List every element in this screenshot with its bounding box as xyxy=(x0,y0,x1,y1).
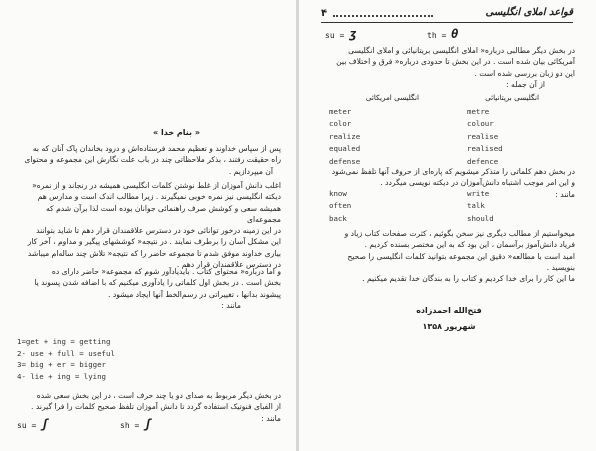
text-line: آن میپردازیم . xyxy=(228,166,273,176)
word-item: equaled xyxy=(329,144,361,154)
left-page xyxy=(0,0,296,451)
word-item: talk xyxy=(467,201,485,211)
example-item: 1=get + ing = getting xyxy=(17,337,111,346)
text-line: در بخش دیگر مربوط به صدای دو یا چند حرف است ، در این بخش سعی شده xyxy=(36,391,281,400)
word-item: back xyxy=(329,213,347,223)
example-item: 3= big + er = bigger xyxy=(17,360,106,370)
intro-paragraph xyxy=(321,45,575,90)
text-line: بیاری خداوند موفق شدم تا مجموعه حاضر را که نتیجه« تلاش چند ساله‌ام میباشد xyxy=(27,248,281,258)
text-line: ما این کار را برای خدا کردیم و کتاب را به بندگان خدا تقدیم میکنیم . xyxy=(362,274,575,284)
th-phonetic-mark: θ xyxy=(451,27,459,41)
left-paragraph-3 xyxy=(15,266,281,311)
left-paragraph-1 xyxy=(15,143,281,177)
word-item: often xyxy=(329,201,352,211)
running-title: قواعد املای انگلیسی xyxy=(485,7,573,18)
word-item: know xyxy=(329,189,347,198)
text-line: اغلب دانش آموزان از غلط نوشتن کلمات انگلیسی همیشه در رنجاند و از نمره« xyxy=(32,181,281,190)
example-list xyxy=(17,336,115,382)
signature-date: شهریور ۱۳۵۸ xyxy=(422,322,476,331)
author-name: فتح‌الله احمدزاده xyxy=(416,306,482,315)
word-item: defense xyxy=(329,156,361,166)
text-line: این دو زبان بررسی شده است . xyxy=(474,68,575,78)
word-item: meter xyxy=(329,107,352,116)
text-line: راه حقیقت رفتند ، بذکر ملاحظاتی چند در باب علت نگارش این مجموعه و محتوای xyxy=(24,155,281,165)
th-label: th = xyxy=(427,31,447,40)
text-line: همیشه سعی و کوشش صرف راهنمائی جوانان بوده است لذا برآن شدم که مجموعه‌ای xyxy=(45,203,281,224)
text-line: آمریکائی بیان شده است . در این بخش تا حدودی درباره« فرق و اختلاف بین xyxy=(336,57,575,67)
silent-word-list-right xyxy=(467,188,494,225)
sh-label: sh = xyxy=(120,421,140,430)
text-line: پیشوند بدانها ، تغییراتی در رسم‌الخط آنها ایجاد میشود . xyxy=(108,289,281,299)
running-header xyxy=(321,8,573,23)
word-item: realize xyxy=(329,131,361,141)
right-page xyxy=(299,0,596,451)
sh-phonetic-mark: ʃ xyxy=(144,417,152,431)
word-item: realise xyxy=(467,131,499,141)
text-line: در دسترس علاقمندان قرار دهم . xyxy=(176,260,281,270)
text-line: مانند : xyxy=(261,413,281,423)
text-line: در بخش دهم کلماتی را متذکر میشویم که پاره‌ای از حروف آنها تلفظ نمی‌شود xyxy=(331,167,575,176)
su-equation xyxy=(325,27,356,41)
text-line: از الفبای فنوتیک استفاده گردد تا دانش آموزان تلفظ صحیح کلمات را فرا گیرند . xyxy=(31,402,281,412)
closing-paragraph xyxy=(321,228,575,284)
su-equation xyxy=(17,417,48,431)
su-phonetic-mark: ʒ xyxy=(349,27,357,41)
text-line: از آن جمله : xyxy=(506,79,545,89)
example-item: 2- use + full = useful xyxy=(17,348,115,358)
text-line: و اما درباره« محتوای کتاب . بایدیادآور شوم که مجموعه« حاضر دارای ده xyxy=(51,267,281,276)
example-item: 4- lie + ing = lying xyxy=(17,371,106,381)
word-item: should xyxy=(467,213,494,223)
su-phonetic-mark: ʃ xyxy=(41,417,49,431)
word-item: write xyxy=(467,189,490,198)
text-line: بنویسید . xyxy=(546,262,575,272)
british-column-heading: انگلیسی بریتانیائی xyxy=(485,93,539,102)
british-word-list xyxy=(467,106,503,168)
text-line: مانند : xyxy=(221,300,241,310)
text-line: بخش است . در بخش اول کلماتی را یادآوری میکنیم که با اضافه شدن پسوند یا xyxy=(34,278,281,288)
silent-letters-paragraph xyxy=(321,166,575,200)
text-line: فریاد دانش‌آموز برآسمان ، این بود که به این مختصر بسنده کردیم . xyxy=(364,240,575,250)
sh-equation xyxy=(120,417,151,431)
text-line: امید است با مطالعه« دقیق این مجموعه بتوانید کلمات انگلیسی را صحیح xyxy=(347,251,575,261)
text-line: میخواستیم از مطالب دیگری نیز سخن بگوئیم ، کثرت صفحات کتاب زیاد و xyxy=(344,229,575,238)
text-line: این مشکل آسان را برطرف نمایند . در نتیجه« کوششهای پیگیر و مداوم ، آخر کار xyxy=(27,237,281,247)
word-item: realised xyxy=(467,144,503,154)
word-item: metre xyxy=(467,107,490,116)
word-item: colour xyxy=(467,119,494,129)
th-equation xyxy=(427,27,458,41)
american-word-list xyxy=(329,106,360,168)
su-label: su = xyxy=(17,421,37,430)
text-line: در این زمینه درخور توانائی خود در دسترس علاقمندان قرار دهم تا شاید بتوانند xyxy=(36,226,281,236)
word-item: color xyxy=(329,119,352,129)
left-page-heading: « بنام خدا » xyxy=(153,128,200,137)
text-line: پس از سپاس خداوند و تعظیم محمد فرستاده‌اش و درود بخاندان پاک آنان که به xyxy=(32,144,281,153)
su-label: su = xyxy=(325,31,345,40)
word-item: defence xyxy=(467,156,499,166)
text-line: دیکته انگلیسی نیز نمره خوبی نمیگیرند . زیرا مطالب اندک است و مدارس هم xyxy=(37,192,281,202)
text-line: و این امر موجب اشتباه دانش‌آموزان در دیکته نویسی میگردد . xyxy=(380,178,575,188)
left-paragraph-2 xyxy=(15,180,281,270)
page-number: ۴ xyxy=(321,8,328,19)
text-line: مانند : xyxy=(555,189,575,199)
dotted-leader xyxy=(333,11,433,17)
american-column-heading: انگلیسی امریکائی xyxy=(365,93,419,102)
text-line: در بخش دیگر مطالبی درباره« املای انگلیسی بریتانیائی و املای انگلیسی xyxy=(348,46,575,55)
silent-word-list-left xyxy=(329,188,351,225)
